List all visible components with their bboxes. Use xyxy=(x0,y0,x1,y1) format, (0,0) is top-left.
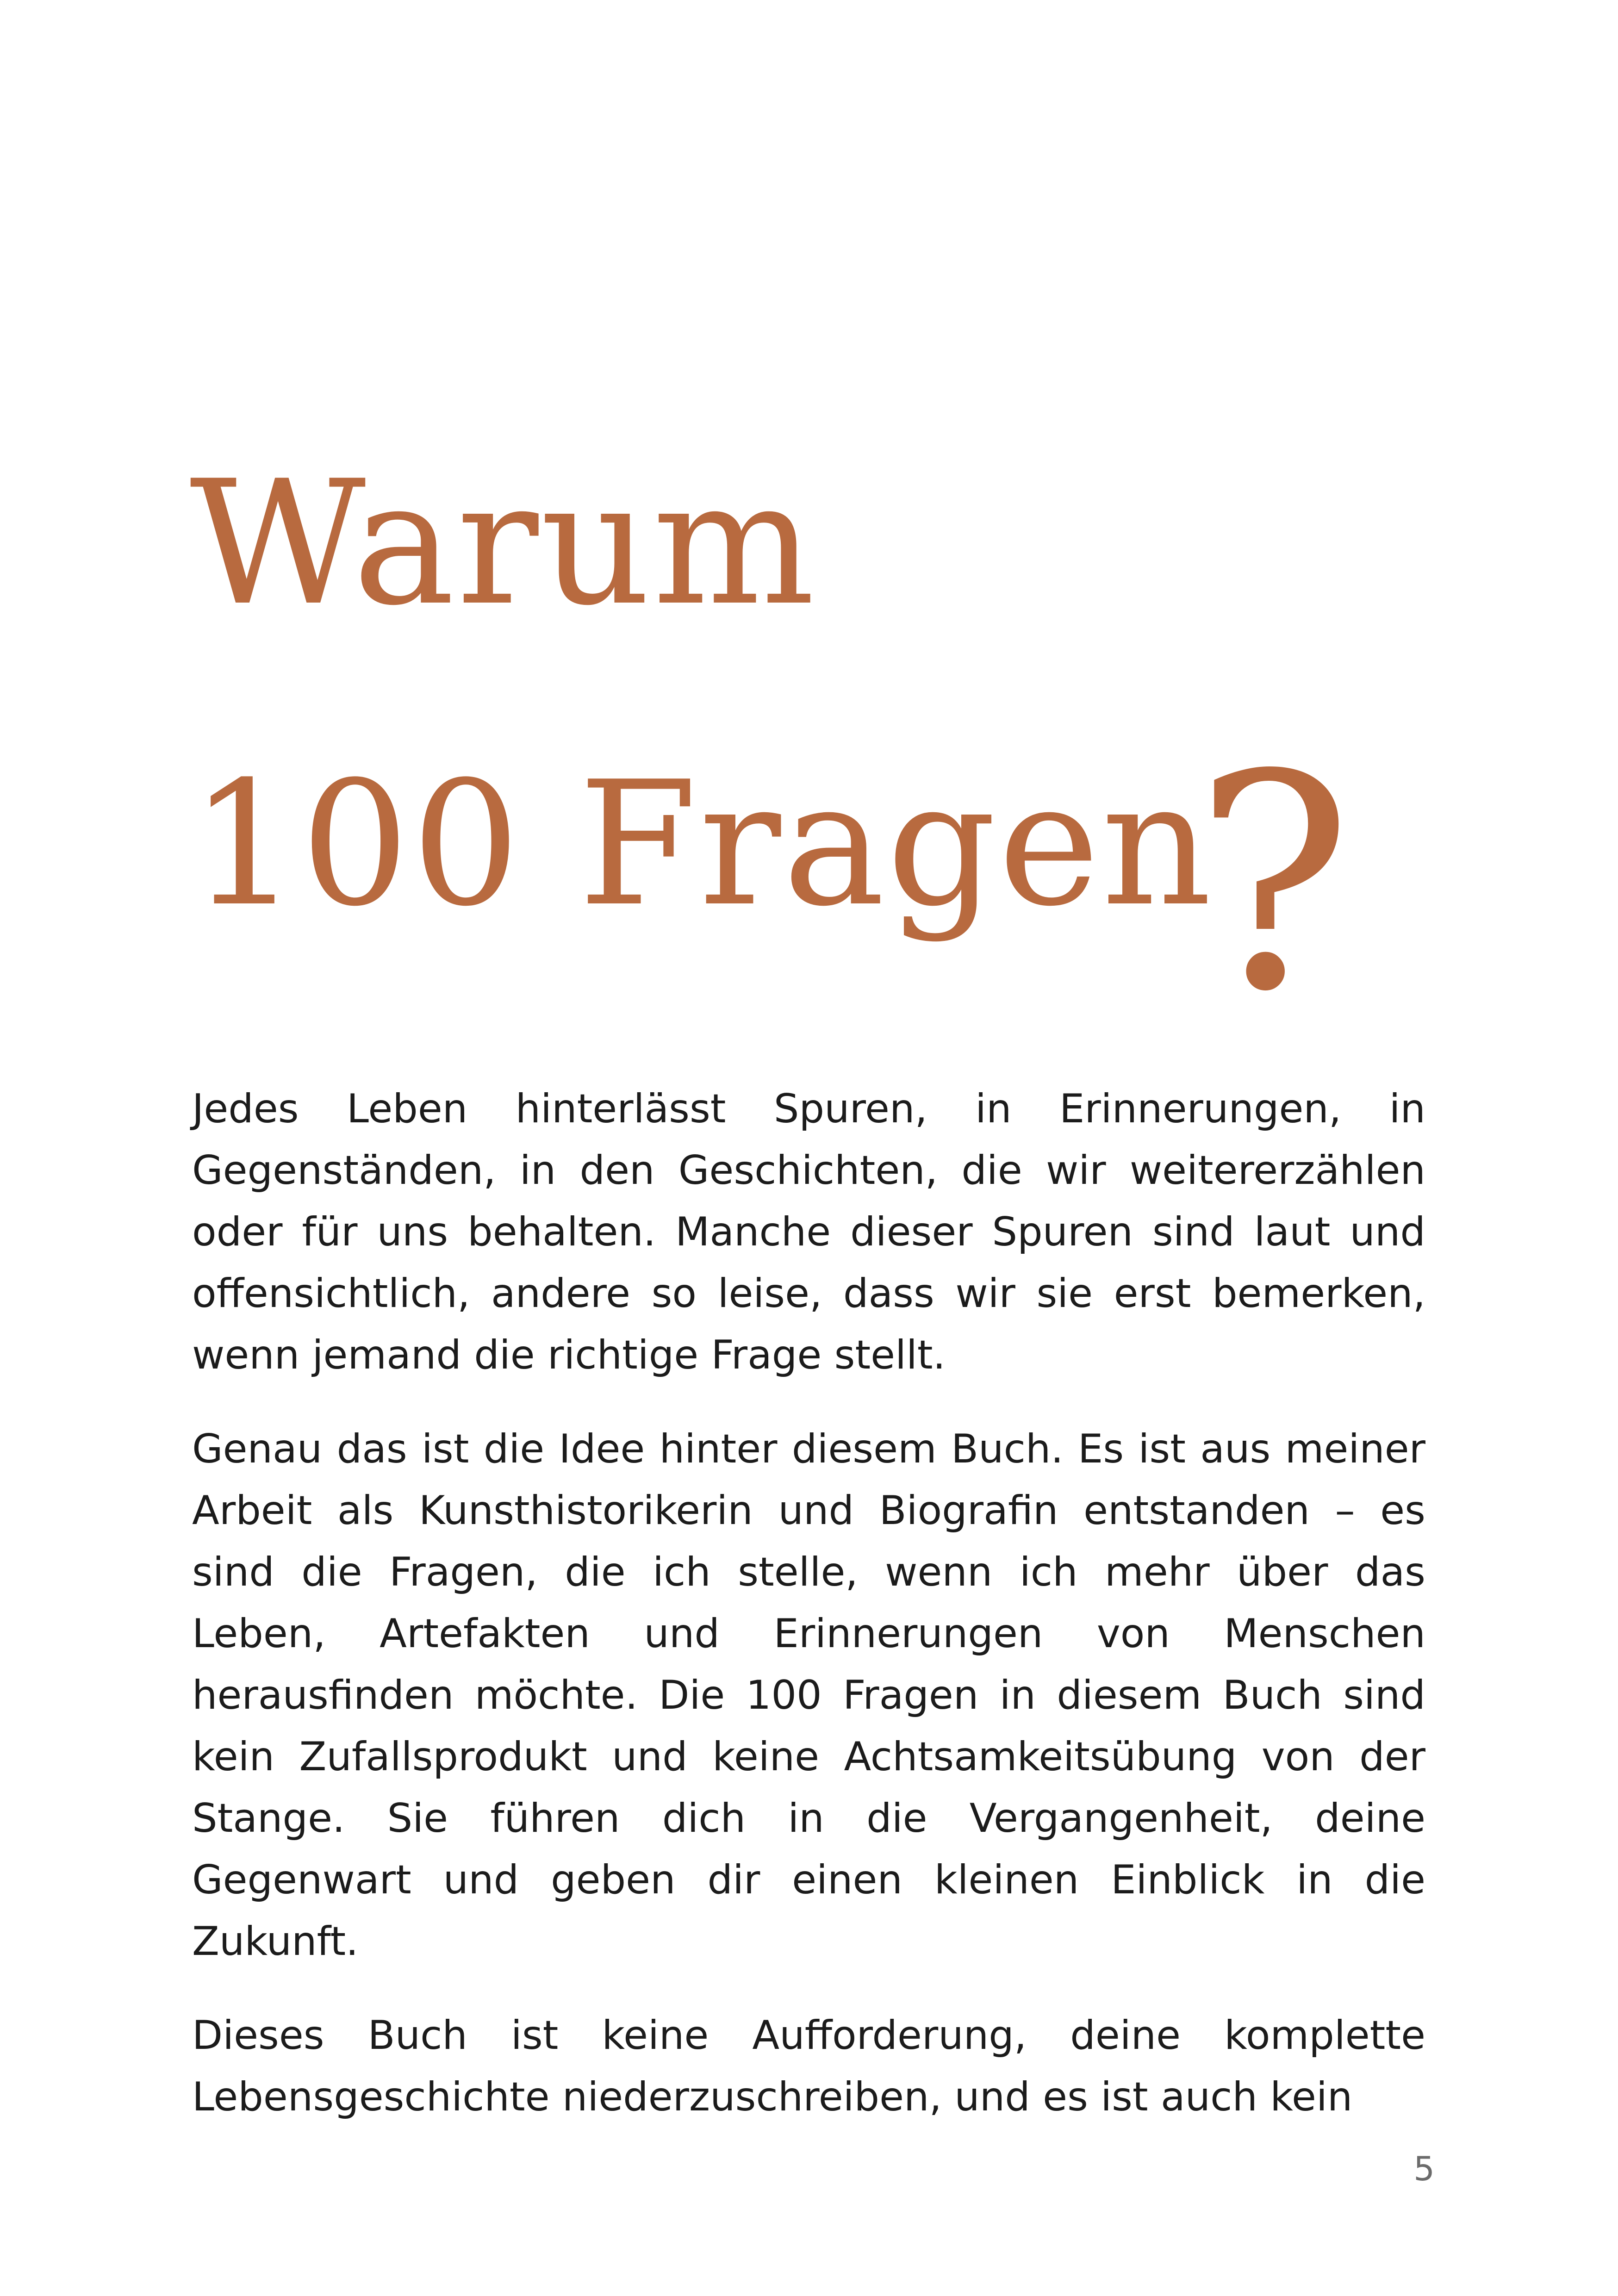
page-number: 5 xyxy=(1413,2149,1435,2188)
chapter-title-line-2: 100 Fragen xyxy=(190,745,1214,944)
body-text xyxy=(192,1078,1425,2160)
paragraph-3: Dieses Buch ist keine Aufforderung, deine komplette Lebensgeschichte niederzuschreiben, und es ist auch kein xyxy=(192,2012,1425,2120)
question-mark-glyph: ? xyxy=(1194,711,1353,1056)
chapter-title-line-1: Warum xyxy=(190,444,817,643)
paragraph-2: Genau das ist die Idee hinter diesem Buch. Es ist aus meiner Arbeit als Kunsthistorikerin und Biografin entstanden – es sind die Fragen, die ich stelle, wenn ich mehr über das Leben, Artefakten und Erinnerungen von Menschen herausfinden möchte. Die 100 Fragen in diesem Buch sind kein Zufallsprodukt und keine Achtsamkeitsübung von der Stange. Sie führen dich in die Vergangenheit, deine Gegenwart und geben dir einen kleinen Einblick in die Zukunft. xyxy=(192,1426,1425,1965)
paragraph-1: Jedes Leben hinterlässt Spuren, in Erinnerungen, in Gegenständen, in den Geschichten, die wir weitererzählen oder für uns behalten. Manche dieser Spuren sind laut und offensichtlich, andere so leise, dass wir sie erst bemerken, wenn jemand die richtige Frage stellt. xyxy=(192,1086,1425,1378)
